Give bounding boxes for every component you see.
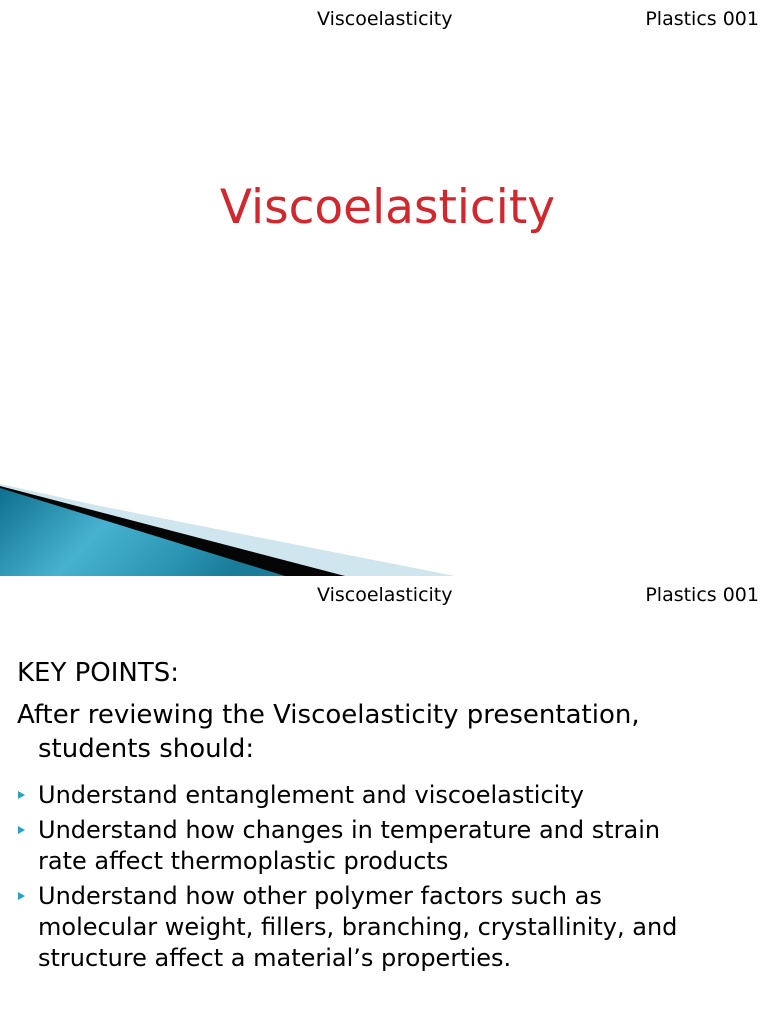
bullet-text: Understand how changes in temperature and strain — [38, 816, 661, 844]
key-points-heading: KEY POINTS: — [17, 658, 180, 688]
slide-title: Viscoelasticity — [219, 180, 556, 235]
bullet-text: Understand entanglement and viscoelasticity — [38, 781, 584, 809]
intro-text — [17, 698, 737, 766]
bullet-text: molecular weight, fillers, branching, crystallinity, and — [38, 913, 678, 941]
triangle-bullet-icon — [18, 892, 25, 900]
list-item — [17, 815, 757, 877]
list-item — [17, 780, 757, 811]
header-right: Plastics 001 — [645, 8, 759, 30]
list-item — [17, 881, 757, 974]
key-points-slide — [0, 576, 768, 1024]
triangle-bullet-icon — [18, 791, 25, 799]
bullet-text: Understand how other polymer factors such as — [38, 882, 602, 910]
header-right: Plastics 001 — [645, 584, 759, 606]
bullet-text: structure affect a material’s properties. — [38, 944, 512, 972]
header-left: Viscoelasticity — [317, 8, 453, 30]
bullet-list — [17, 780, 757, 978]
triangle-bullet-icon — [18, 826, 25, 834]
intro-line: students should: — [38, 734, 255, 764]
decorative-swoosh — [0, 476, 768, 576]
bullet-text: rate affect thermoplastic products — [38, 847, 449, 875]
header-left: Viscoelasticity — [317, 584, 453, 606]
intro-line: After reviewing the Viscoelasticity presentation, — [17, 700, 640, 730]
